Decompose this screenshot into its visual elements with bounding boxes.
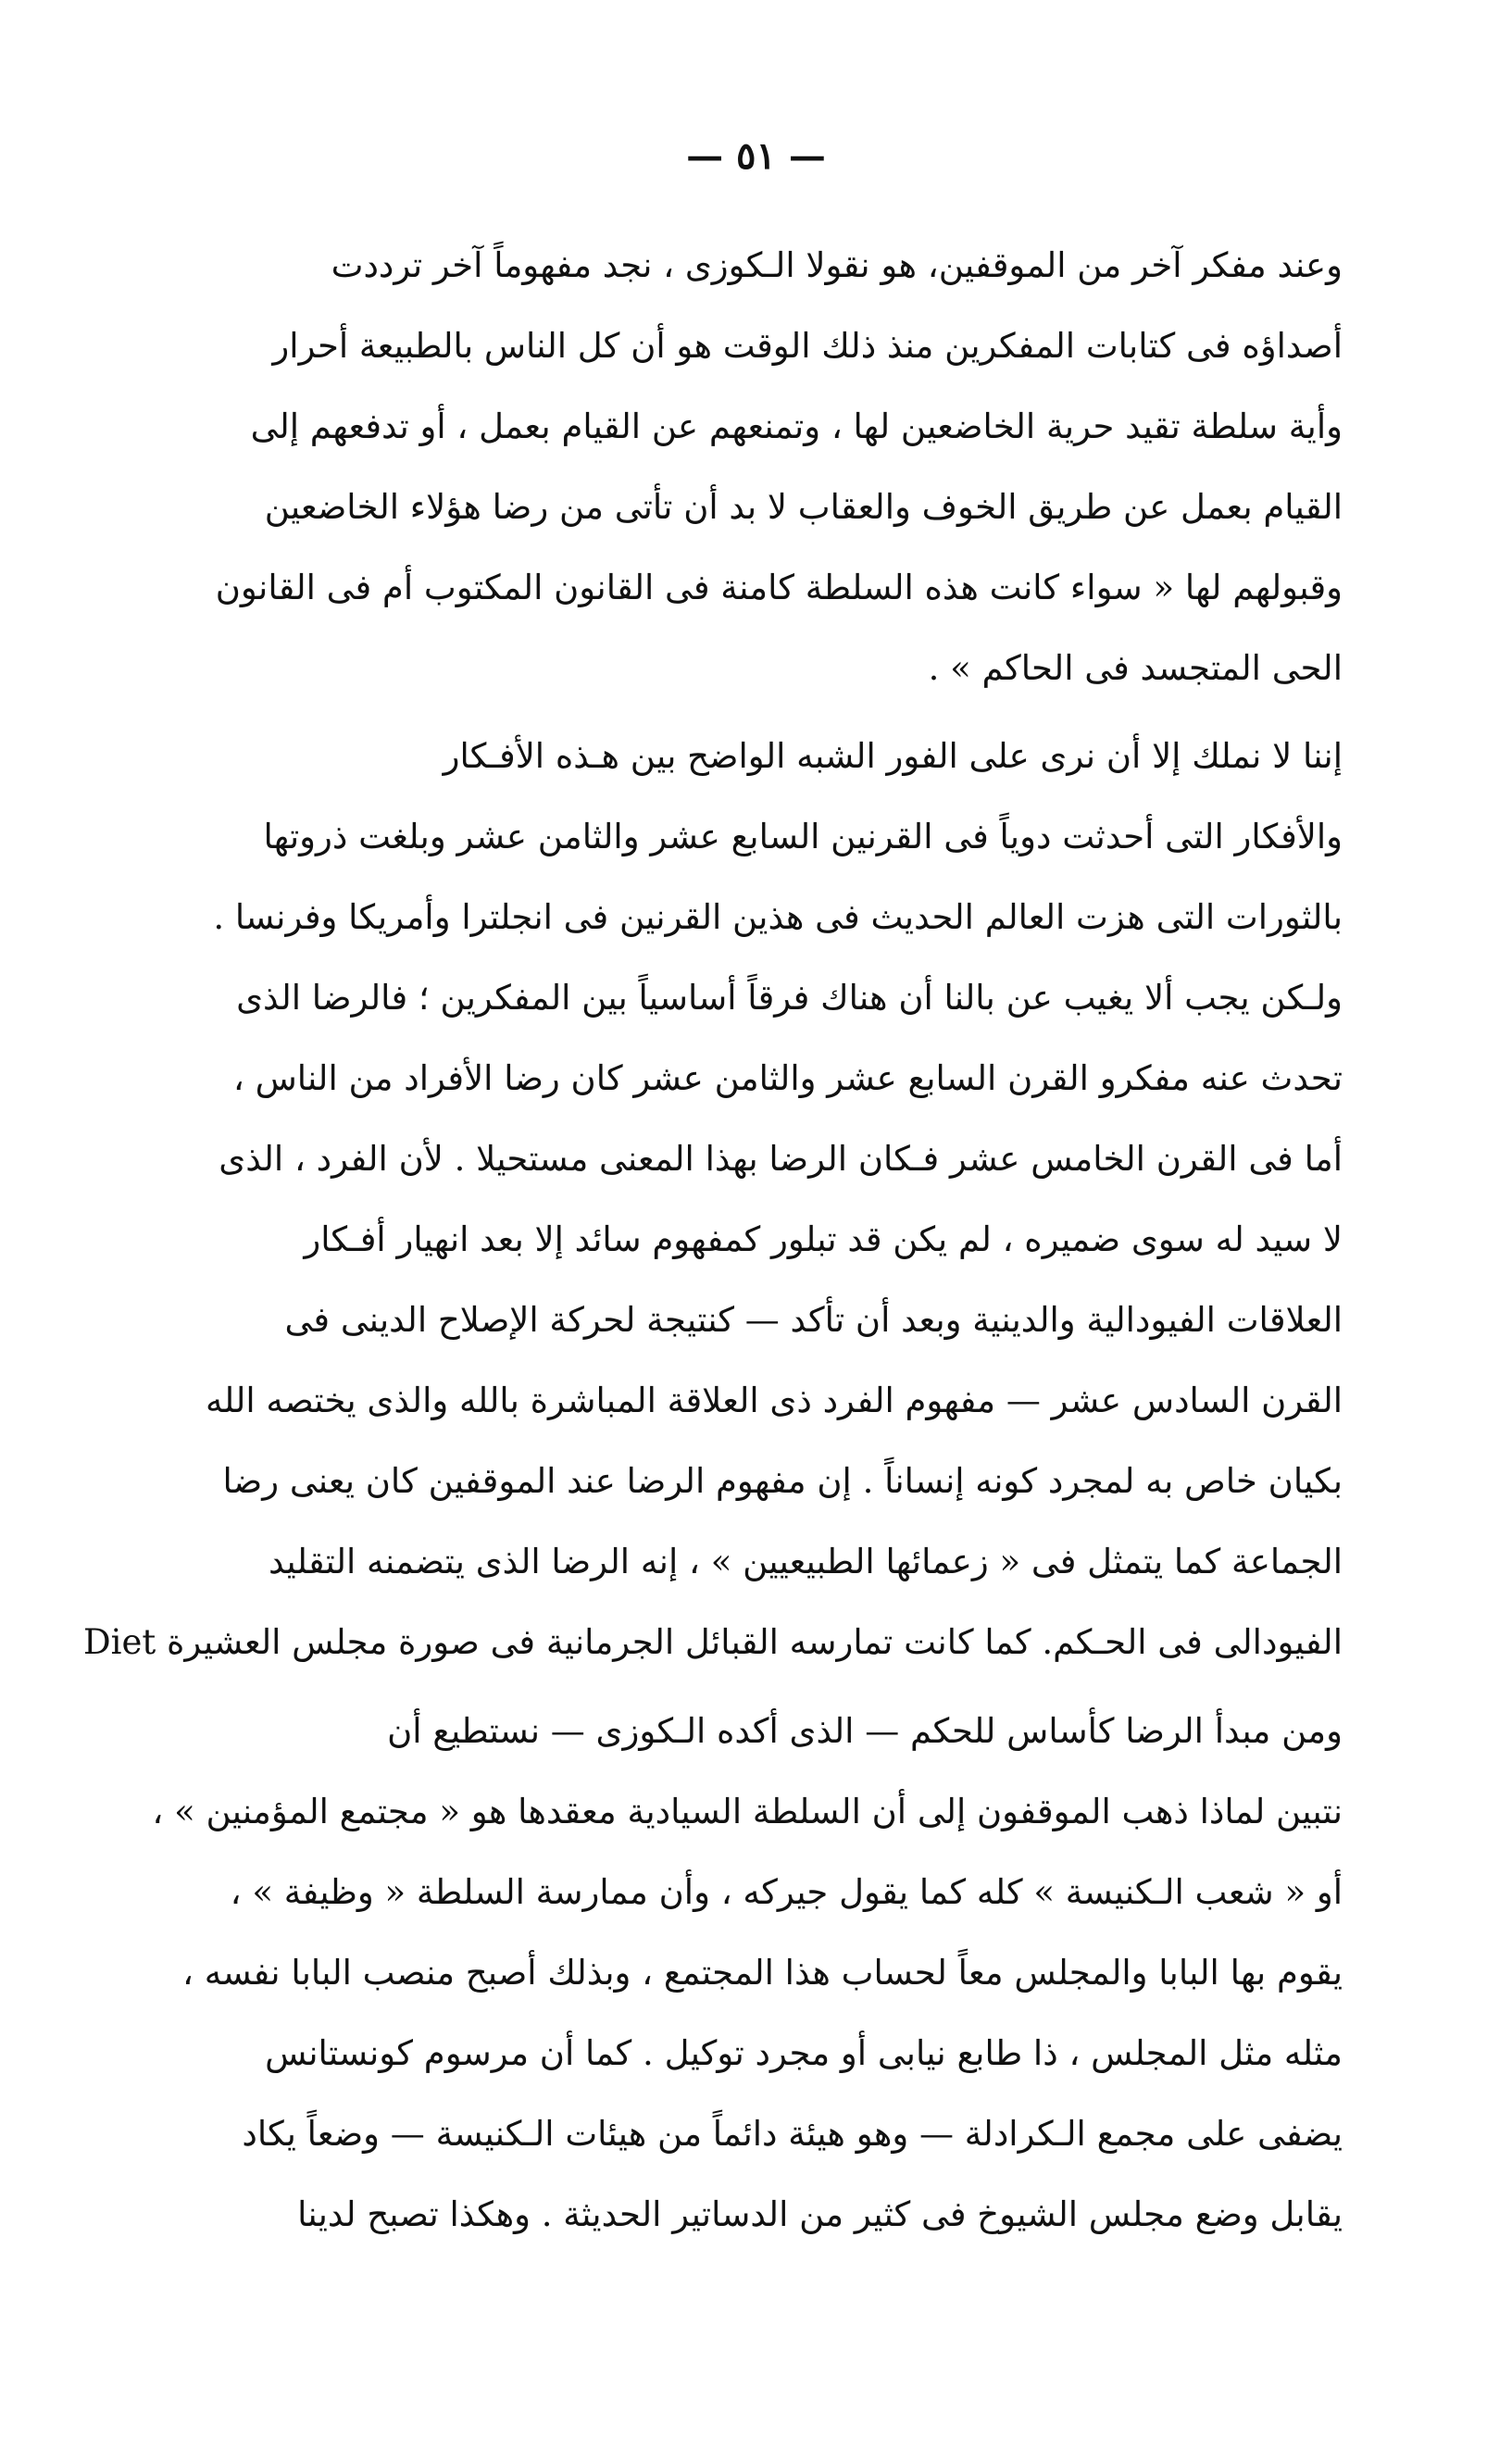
text-line: الفيودالى فى الحـكم. كما كانت تمارسه القبائل الجرمانية فى صورة مجلس العشيرة Diet: [83, 1622, 1343, 1662]
text-line: يضفى على مجمع الـكرادلة — وهو هيئة دائماً من هيئات الـكنيسة — وضعاً يكاد: [242, 2114, 1343, 2154]
text-line: يقوم بها البابا والمجلس معاً لحساب هذا المجتمع ، وبذلك أصبح منصب البابا نفسه ،: [182, 1953, 1343, 1993]
text-line: وقبولهم لها « سواء كانت هذه السلطة كامنة فى القانون المكتوب أم فى القانون: [215, 568, 1343, 607]
text-line: نتبين لماذا ذهب الموقفون إلى أن السلطة السيادية معقدها هو « مجتمع المؤمنين » ،: [152, 1792, 1343, 1831]
text-line: مثله مثل المجلس ، ذا طابع نيابى أو مجرد توكيل . كما أن مرسوم كونستانس: [265, 2033, 1343, 2073]
text-line: أو « شعب الـكنيسة » كله كما يقول جيركه ، وأن ممارسة السلطة « وظيفة » ،: [230, 1872, 1343, 1912]
text-line: الحى المتجسد فى الحاكم » .: [928, 648, 1343, 688]
text-line: ولـكن يجب ألا يغيب عن بالنا أن هناك فرقاً أساسياً بين المفكرين ؛ فالرضا الذى: [236, 978, 1343, 1018]
text-line: ومن مبدأ الرضا كأساس للحكم — الذى أكده الـكوزى — نستطيع أن: [387, 1711, 1343, 1751]
text-line: لا سيد له سوى ضميره ، لم يكن قد تبلور كمفهوم سائد إلا بعد انهيار أفـكار: [304, 1219, 1343, 1259]
page-number: — ٥١ —: [686, 134, 826, 178]
text-line: بالثورات التى هزت العالم الحديث فى هذين القرنين فى انجلترا وأمريكا وفرنسا .: [213, 897, 1343, 937]
text-line: إننا لا نملك إلا أن نرى على الفور الشبه الواضح بين هـذه الأفـكار: [443, 736, 1343, 776]
text-line: بكيان خاص به لمجرد كونه إنساناً . إن مفهوم الرضا عند الموقفين كان يعنى رضا: [222, 1461, 1343, 1501]
text-line: يقابل وضع مجلس الشيوخ فى كثير من الدساتير الحديثة . وهكذا تصبح لدينا: [297, 2194, 1343, 2234]
text-line: أصداؤه فى كتابات المفكرين منذ ذلك الوقت هو أن كل الناس بالطبيعة أحرار: [272, 326, 1343, 366]
text-line: القيام بعمل عن طريق الخوف والعقاب لا بد أن تأتى من رضا هؤلاء الخاضعين: [264, 487, 1343, 527]
text-line: الجماعة كما يتمثل فى « زعمائها الطبيعيين » ، إنه الرضا الذى يتضمنه التقليد: [268, 1542, 1343, 1581]
text-line: وعند مفكر آخر من الموقفين، هو نقولا الـكوزى ، نجد مفهوماً آخر ترددت: [331, 245, 1343, 285]
paragraph-2: [83, 716, 1343, 1682]
paragraph-3: [152, 1691, 1343, 2255]
text-line: أما فى القرن الخامس عشر فـكان الرضا بهذا المعنى مستحيلا . لأن الفرد ، الذى: [219, 1139, 1343, 1179]
text-line: والأفكار التى أحدثت دوياً فى القرنين السابع عشر والثامن عشر وبلغت ذروتها: [263, 817, 1343, 856]
text-line: وأية سلطة تقيد حرية الخاضعين لها ، وتمنعهم عن القيام بعمل ، أو تدفعهم إلى: [250, 406, 1343, 446]
text-line: القرن السادس عشر — مفهوم الفرد ذى العلاقة المباشرة بالله والذى يختصه الله: [205, 1381, 1343, 1420]
text-line: تحدث عنه مفكرو القرن السابع عشر والثامن عشر كان رضا الأفراد من الناس ،: [232, 1058, 1343, 1098]
paragraph-1: [190, 225, 1343, 708]
text-line: العلاقات الفيودالية والدينية وبعد أن تأكد — كنتيجة لحركة الإصلاح الدينى فى: [284, 1300, 1343, 1340]
